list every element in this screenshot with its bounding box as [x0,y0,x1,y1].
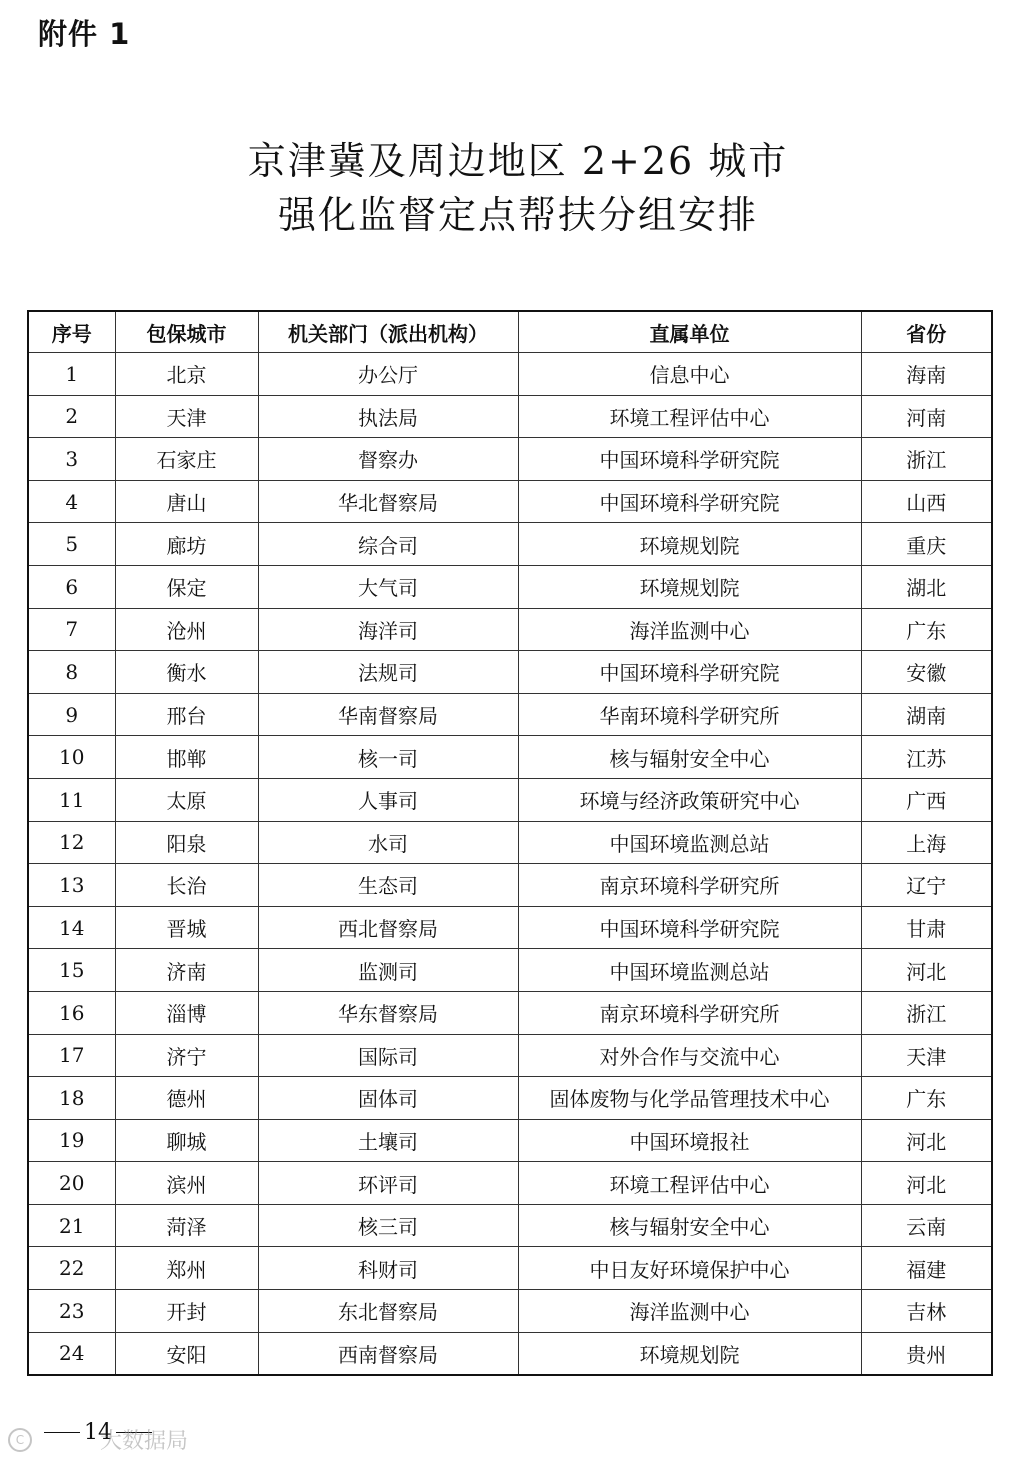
cell-index: 1 [28,353,115,396]
cell-city: 阳泉 [115,821,258,864]
cell-city: 淄博 [115,991,258,1034]
cell-province: 河南 [861,395,992,438]
cell-affiliated-unit: 中国环境科学研究院 [518,438,861,481]
cell-department: 科财司 [258,1247,518,1290]
cell-index: 2 [28,395,115,438]
table-row [28,1077,992,1120]
cell-city: 菏泽 [115,1204,258,1247]
cell-index: 3 [28,438,115,481]
cell-index: 14 [28,906,115,949]
cell-city: 沧州 [115,608,258,651]
cell-affiliated-unit: 南京环境科学研究所 [518,864,861,907]
cell-city: 郑州 [115,1247,258,1290]
cell-index: 11 [28,778,115,821]
cell-affiliated-unit: 中国环境报社 [518,1119,861,1162]
cell-affiliated-unit: 中日友好环境保护中心 [518,1247,861,1290]
table-row [28,480,992,523]
attachment-label: 附件 1 [38,17,131,51]
watermark-text: 大数据局 [100,1429,189,1454]
cell-affiliated-unit: 环境工程评估中心 [518,395,861,438]
cell-province: 广东 [861,1077,992,1120]
table-row [28,693,992,736]
cell-province: 河北 [861,1119,992,1162]
table-row [28,1290,992,1333]
cell-city: 廊坊 [115,523,258,566]
cell-index: 7 [28,608,115,651]
cell-index: 21 [28,1204,115,1247]
table-row [28,778,992,821]
cell-department: 华东督察局 [258,991,518,1034]
table-row [28,353,992,396]
cell-affiliated-unit: 中国环境科学研究院 [518,906,861,949]
cell-affiliated-unit: 南京环境科学研究所 [518,991,861,1034]
cell-province: 山西 [861,480,992,523]
cell-department: 环评司 [258,1162,518,1205]
cell-department: 华南督察局 [258,693,518,736]
table-row [28,1332,992,1375]
cell-province: 重庆 [861,523,992,566]
document-title-line-2: 强化监督定点帮扶分组安排 [277,193,758,237]
header-city: 包保城市 [115,311,258,353]
table-row [28,906,992,949]
cell-city: 聊城 [115,1119,258,1162]
cell-department: 核一司 [258,736,518,779]
cell-province: 天津 [861,1034,992,1077]
cell-index: 16 [28,991,115,1034]
cell-index: 23 [28,1290,115,1333]
cell-city: 石家庄 [115,438,258,481]
cell-department: 核三司 [258,1204,518,1247]
cell-index: 4 [28,480,115,523]
cell-province: 河北 [861,1162,992,1205]
cell-city: 衡水 [115,651,258,694]
table-row [28,949,992,992]
cell-index: 13 [28,864,115,907]
table-row [28,1162,992,1205]
table-row [28,1247,992,1290]
cell-department: 东北督察局 [258,1290,518,1333]
cell-city: 邯郸 [115,736,258,779]
cell-province: 上海 [861,821,992,864]
cell-affiliated-unit: 环境规划院 [518,1332,861,1375]
cell-province: 湖南 [861,693,992,736]
table-row [28,821,992,864]
table-row [28,523,992,566]
cell-affiliated-unit: 核与辐射安全中心 [518,736,861,779]
cell-affiliated-unit: 对外合作与交流中心 [518,1034,861,1077]
watermark-logo-icon: C [8,1428,32,1452]
cell-affiliated-unit: 环境规划院 [518,565,861,608]
cell-affiliated-unit: 中国环境监测总站 [518,949,861,992]
cell-province: 云南 [861,1204,992,1247]
cell-index: 19 [28,1119,115,1162]
cell-province: 安徽 [861,651,992,694]
table-row [28,1034,992,1077]
cell-index: 5 [28,523,115,566]
assignment-table [27,310,993,1376]
watermark [8,1424,188,1455]
cell-affiliated-unit: 固体废物与化学品管理技术中心 [518,1077,861,1120]
cell-city: 北京 [115,353,258,396]
header-province: 省份 [861,311,992,353]
cell-index: 10 [28,736,115,779]
table-row [28,864,992,907]
cell-department: 人事司 [258,778,518,821]
table-row [28,1204,992,1247]
cell-province: 浙江 [861,991,992,1034]
cell-province: 广西 [861,778,992,821]
cell-province: 海南 [861,353,992,396]
cell-affiliated-unit: 环境工程评估中心 [518,1162,861,1205]
cell-index: 18 [28,1077,115,1120]
cell-department: 生态司 [258,864,518,907]
table-row [28,438,992,481]
cell-province: 河北 [861,949,992,992]
table-row [28,651,992,694]
cell-affiliated-unit: 信息中心 [518,353,861,396]
cell-department: 办公厅 [258,353,518,396]
cell-affiliated-unit: 环境规划院 [518,523,861,566]
header-affiliated-unit: 直属单位 [518,311,861,353]
table-row [28,565,992,608]
cell-affiliated-unit: 海洋监测中心 [518,608,861,651]
table-row [28,991,992,1034]
cell-affiliated-unit: 海洋监测中心 [518,1290,861,1333]
cell-affiliated-unit: 华南环境科学研究所 [518,693,861,736]
cell-index: 20 [28,1162,115,1205]
cell-city: 保定 [115,565,258,608]
cell-index: 24 [28,1332,115,1375]
cell-province: 江苏 [861,736,992,779]
cell-affiliated-unit: 核与辐射安全中心 [518,1204,861,1247]
cell-department: 华北督察局 [258,480,518,523]
cell-index: 22 [28,1247,115,1290]
cell-city: 长治 [115,864,258,907]
cell-department: 西南督察局 [258,1332,518,1375]
cell-city: 天津 [115,395,258,438]
cell-department: 土壤司 [258,1119,518,1162]
cell-index: 12 [28,821,115,864]
cell-department: 海洋司 [258,608,518,651]
cell-province: 浙江 [861,438,992,481]
cell-province: 辽宁 [861,864,992,907]
cell-affiliated-unit: 中国环境科学研究院 [518,651,861,694]
header-index: 序号 [28,311,115,353]
cell-city: 安阳 [115,1332,258,1375]
header-department: 机关部门（派出机构） [258,311,518,353]
cell-department: 督察办 [258,438,518,481]
cell-affiliated-unit: 中国环境科学研究院 [518,480,861,523]
cell-province: 贵州 [861,1332,992,1375]
table-row [28,1119,992,1162]
cell-city: 开封 [115,1290,258,1333]
cell-index: 9 [28,693,115,736]
cell-province: 吉林 [861,1290,992,1333]
cell-city: 济南 [115,949,258,992]
table-header-row [28,311,992,353]
cell-department: 执法局 [258,395,518,438]
cell-department: 固体司 [258,1077,518,1120]
table-row [28,608,992,651]
cell-affiliated-unit: 中国环境监测总站 [518,821,861,864]
table-row [28,736,992,779]
cell-province: 甘肃 [861,906,992,949]
document-title-line-1: 京津冀及周边地区 2+26 城市 [247,139,789,183]
cell-department: 监测司 [258,949,518,992]
table-row [28,395,992,438]
cell-department: 法规司 [258,651,518,694]
cell-city: 邢台 [115,693,258,736]
cell-city: 德州 [115,1077,258,1120]
page-number-value: 14 [84,1420,112,1445]
cell-city: 太原 [115,778,258,821]
cell-index: 15 [28,949,115,992]
cell-department: 国际司 [258,1034,518,1077]
cell-department: 水司 [258,821,518,864]
cell-department: 大气司 [258,565,518,608]
cell-index: 17 [28,1034,115,1077]
table-body [28,353,992,1376]
cell-city: 济宁 [115,1034,258,1077]
cell-department: 综合司 [258,523,518,566]
cell-affiliated-unit: 环境与经济政策研究中心 [518,778,861,821]
cell-province: 福建 [861,1247,992,1290]
cell-province: 湖北 [861,565,992,608]
cell-index: 6 [28,565,115,608]
cell-city: 晋城 [115,906,258,949]
cell-index: 8 [28,651,115,694]
cell-department: 西北督察局 [258,906,518,949]
cell-province: 广东 [861,608,992,651]
cell-city: 滨州 [115,1162,258,1205]
cell-city: 唐山 [115,480,258,523]
